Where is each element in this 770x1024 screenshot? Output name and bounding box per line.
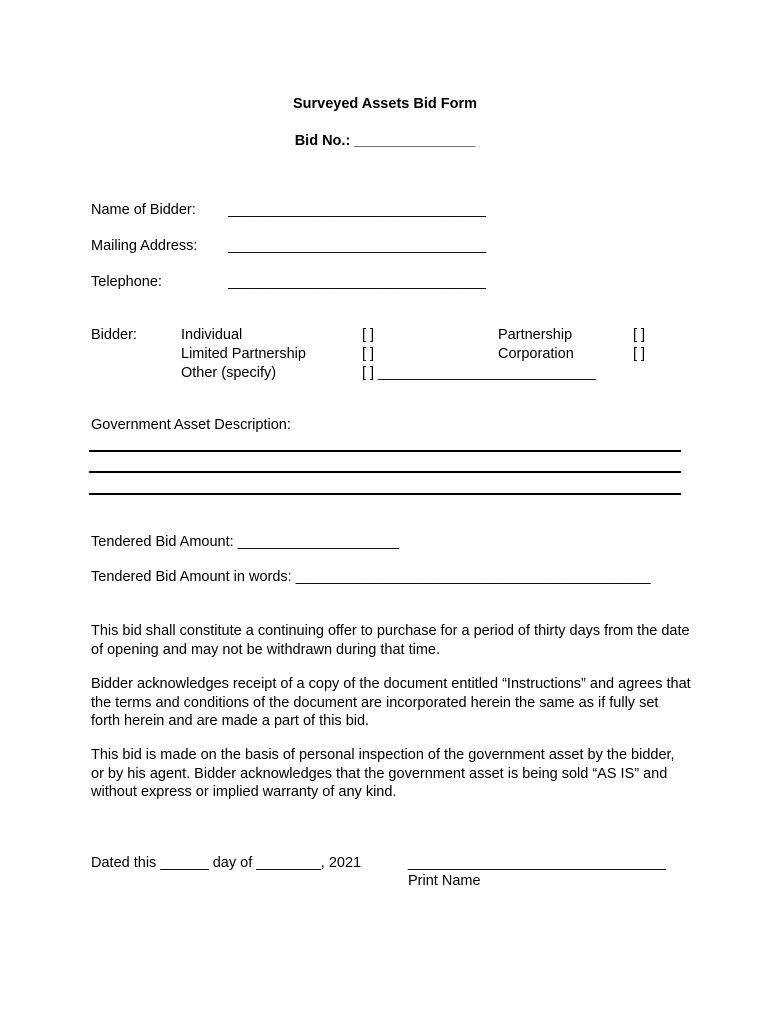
- signature-line[interactable]: ________________________________: [408, 855, 667, 871]
- mailing-address-label: Mailing Address:: [91, 238, 198, 254]
- tendered-bid-amount-words-field[interactable]: Tendered Bid Amount in words: ____________________________________________: [91, 569, 651, 585]
- paragraph-as-is: This bid is made on the basis of personal inspection of the government asset by the bidder, or by his agent. Bidder acknowledges that the government asset is being sold “AS IS” and without express or implied warranty of any kind.: [91, 747, 675, 800]
- option-limited-partnership-checkbox[interactable]: [ ]: [362, 346, 375, 362]
- mailing-address-field[interactable]: ________________________________: [228, 238, 487, 254]
- bidder-type-label: Bidder:: [91, 327, 137, 343]
- form-title: Surveyed Assets Bid Form: [293, 96, 477, 112]
- option-other-checkbox[interactable]: [ ] ___________________________: [362, 365, 596, 381]
- option-other-label: Other (specify): [181, 365, 277, 381]
- tendered-bid-amount-field[interactable]: Tendered Bid Amount: ____________________: [91, 534, 399, 550]
- asset-description-line-2[interactable]: [89, 471, 681, 473]
- option-corporation-label: Corporation: [498, 346, 574, 362]
- print-name-label: Print Name: [408, 873, 481, 889]
- telephone-label: Telephone:: [91, 274, 162, 290]
- option-partnership-checkbox[interactable]: [ ]: [633, 327, 646, 343]
- telephone-field[interactable]: ________________________________: [228, 274, 487, 290]
- option-individual-checkbox[interactable]: [ ]: [362, 327, 375, 343]
- paragraph-continuing-offer: This bid shall constitute a continuing offer to purchase for a period of thirty days from the date of opening and may not be withdrawn during that time.: [91, 623, 690, 658]
- asset-description-line-1[interactable]: [89, 450, 681, 452]
- asset-description-line-3[interactable]: [89, 493, 681, 495]
- option-limited-partnership-label: Limited Partnership: [181, 346, 306, 362]
- option-corporation-checkbox[interactable]: [ ]: [633, 346, 646, 362]
- asset-description-label: Government Asset Description:: [91, 417, 291, 433]
- bid-number-field[interactable]: Bid No.: _______________: [294, 133, 476, 149]
- option-partnership-label: Partnership: [498, 327, 573, 343]
- name-of-bidder-label: Name of Bidder:: [91, 202, 196, 218]
- name-of-bidder-field[interactable]: ________________________________: [228, 202, 487, 218]
- paragraph-acknowledgement: Bidder acknowledges receipt of a copy of the document entitled “Instructions” and agrees that the terms and conditions of the document are incorporated herein the same as if fully set forth herein and are made a part of this bid.: [91, 676, 691, 729]
- dated-field[interactable]: Dated this ______ day of ________, 2021: [91, 855, 362, 871]
- option-individual-label: Individual: [181, 327, 243, 343]
